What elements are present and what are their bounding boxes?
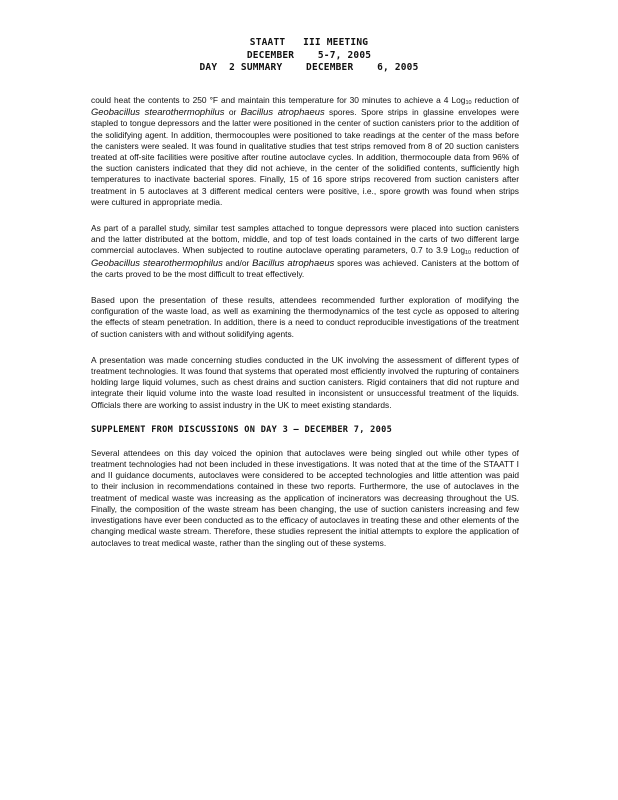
- species-name: Bacillus atrophaeus: [240, 106, 325, 118]
- log-subscript: 10: [465, 100, 472, 106]
- paragraph-recommendations: Based upon the presentation of these results, attendees recommended further exploration of modifying the configuration of the waste load, as well as examining the thermodynamics of the test cycle as opposed to altering the effects of steam penetration. In addition, there is a need to conduct reproducible investigations of the treatment of suction canisters with and without solidifying agents.: [91, 295, 519, 339]
- meeting-header: [0, 37, 618, 75]
- log-subscript: 10: [464, 250, 472, 257]
- header-title: STAATT III MEETING: [249, 37, 369, 48]
- species-name: Geobacillus stearothermophilus: [91, 256, 223, 268]
- header-dates: DECEMBER 5-7, 2005: [246, 49, 372, 61]
- header-day-summary: DAY 2 SUMMARY DECEMBER 6, 2005: [199, 62, 419, 73]
- supplement-heading: SUPPLEMENT FROM DISCUSSIONS ON DAY 3 – DECEMBER 7, 2005: [91, 424, 393, 435]
- paragraph-spore-study: could heat the contents to 250 °F and maintain this temperature for 30 minutes to achieve a 4 Log$_{10}$ reduction of Geobacillus stearothermophilus or Bacillus atrophaeus spores. Spore strips in glassine envelopes were stapled to tongue depressors and the latter were positioned in the center of suction canisters prior to the addition of the solidifying agent. In addition, thermocouples were positioned to take readings at the center of the mass before the canisters were sealed. It was found in qualitative studies that test strips removed from 8 of 20 suction canisters treated at off-site facilities were positive after routine autoclave cycles. In addition, thermocouple data from 96% of the suction canisters indicated that they did not achieve, in the center of the solidified contents, sufficiently high temperatures to inactivate bacterial spores. Finally, 15 of 16 spore strips recovered from suction canisters after treatment in 5 autoclaves at 3 different medical centers were positive, i.e., spore growth was found when strips were cultured in appropriate media.: [91, 95, 520, 207]
- species-name: Bacillus atrophaeus: [252, 256, 335, 268]
- paragraph-uk-presentation: A presentation was made concerning studies conducted in the UK involving the assessment of different types of treatment technologies. It was found that systems that operated most efficiently involved the rupturing of containers holding large liquid volumes, such as chest drains and suction canisters. Rigid containers that did not rupture and integrate their liquid volume into the waste load resulted in inconsistent or unsuccessful treatment of the liquids. Officials there are working to assist industry in the UK to meet existing standards.: [91, 354, 519, 410]
- document-body: [91, 95, 519, 564]
- paragraph-day3-discussion: Several attendees on this day voiced the opinion that autoclaves were being singled out while other types of treatment technologies had not been included in these investigations. It was noted that at the time of the STAATT I and II guidance documents, autoclaves were considered to be accepted technologies and little attention was paid to their inclusion in recommendations contained in these two reports. Furthermore, the use of autoclaves in the treatment of medical waste was increasing as the application of incinerators was decreasing throughout the US. Finally, the composition of the waste stream has been changing, the use of suction canisters increasing and few investigations have ever been conducted as to the efficacy of autoclaves in treating these and other elements of the changing medical waste stream. Therefore, these studies represent the initial attempts to explore the application of autoclaves to treat medical waste, rather than the singling out of these systems.: [91, 447, 519, 548]
- paragraph-parallel-study: As part of a parallel study, similar test samples attached to tongue depressors were placed into suction canisters and the latter distributed at the bottom, middle, and top of test loads contained in the carts of two different large commercial autoclaves. When subjected to routine autoclave operating parameters, 0.7 to 3.9 Log$_{10}$ reduction of Geobacillus stearothermophilus and/or Bacillus atrophaeus spores was achieved. Canisters at the bottom of the carts proved to be the most difficult to treat effectively.: [91, 223, 520, 279]
- species-name: Geobacillus stearothermophilus: [91, 106, 225, 118]
